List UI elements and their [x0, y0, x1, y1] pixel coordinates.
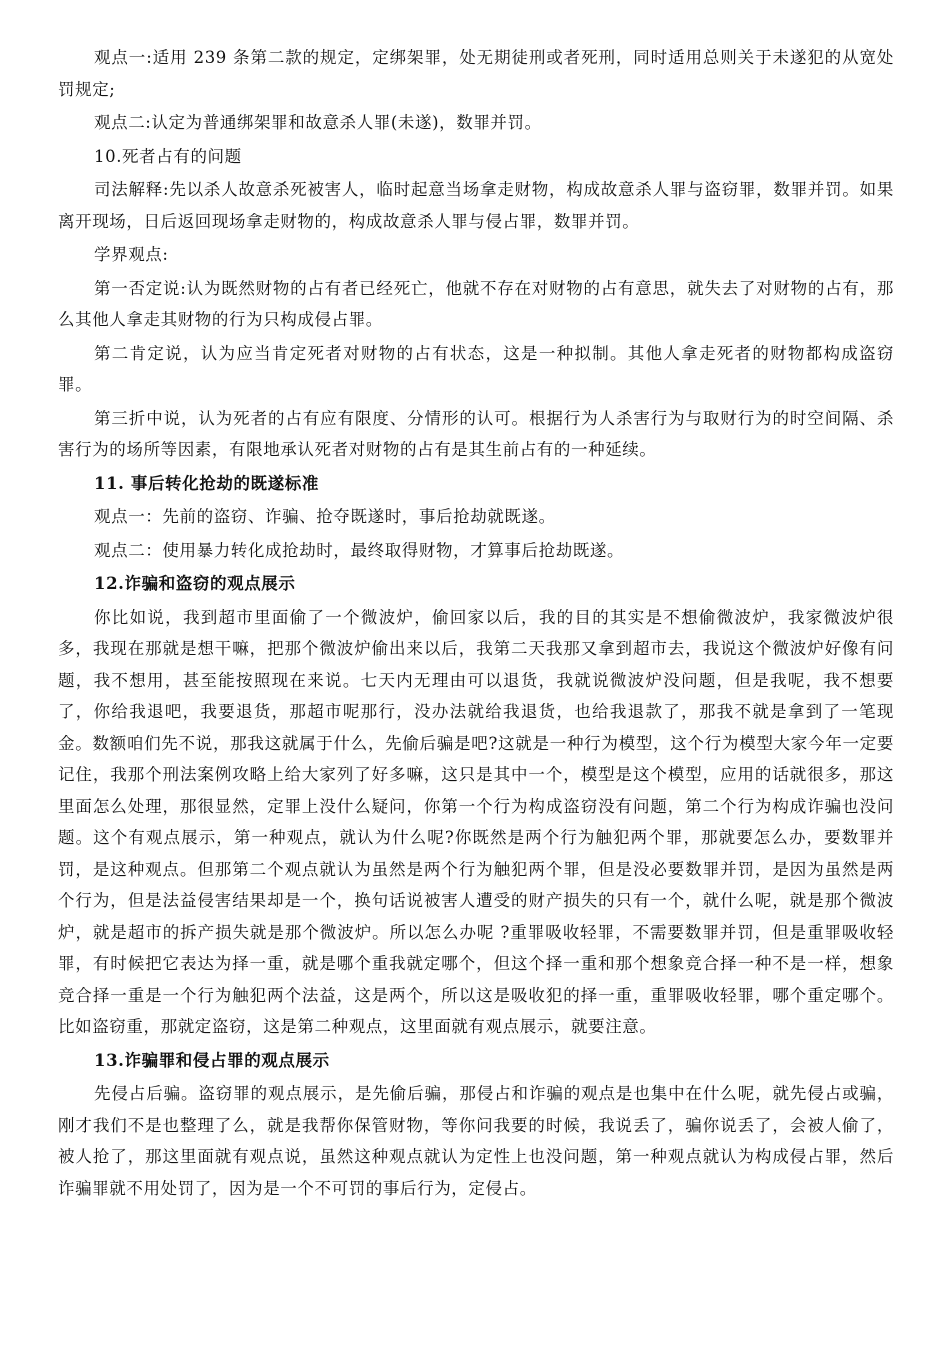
paragraph-embezzlement-fraud: 先侵占后骗。盗窃罪的观点展示，是先偷后骗，那侵占和诈骗的观点是也集中在什么呢，就先侵占或骗，刚才我们不是也整理了么，就是我帮你保管财物，等你问我要的时候，我说丢了，骗你说丢了，会被人偷了，被人抢了，那这里面就有观点说，虽然这种观点就认为定性上也没问题，第一种观点就认为构成侵占罪，然后诈骗罪就不用处罚了，因为是一个不可罚的事后行为，定侵占。 — [58, 1084, 894, 1198]
paragraph-academic-views: 学界观点: — [94, 245, 169, 264]
section-heading-13: 13.诈骗罪和侵占罪的观点展示 — [94, 1050, 330, 1070]
paragraph-negative-theory: 第一否定说:认为既然财物的占有者已经死亡，他就不存在对财物的占有意思，就失去了对财物的占有，那么其他人拿走其财物的行为只构成侵占罪。 — [58, 278, 894, 329]
section-heading-12: 12.诈骗和盗窃的观点展示 — [94, 574, 296, 593]
paragraph-affirmative-theory: 第二肯定说，认为应当肯定死者对财物的占有状态，这是一种拟制。其他人拿走死者的财物都构成盗窃罪。 — [58, 343, 894, 394]
section-heading-11: 11. 事后转化抢劫的既遂标准 — [94, 473, 319, 493]
paragraph-judicial-interpretation: 司法解释:先以杀人故意杀死被害人，临时起意当场拿走财物，构成故意杀人罪与盗窃罪，数罪并罚。如果离开现场，日后返回现场拿走财物的，构成故意杀人罪与侵占罪，数罪并罚。 — [58, 180, 894, 231]
paragraph-viewpoint-1: 观点一:适用 239 条第二款的规定，定绑架罪，处无期徒刑或者死刑，同时适用总则关于未遂犯的从宽处罚规定; — [58, 48, 894, 99]
document-page — [58, 42, 894, 1206]
paragraph-viewpoint-1-robbery: 观点一：先前的盗窃、诈骗、抢夺既遂时，事后抢劫就既遂。 — [94, 507, 556, 526]
paragraph-microwave-example: 你比如说，我到超市里面偷了一个微波炉，偷回家以后，我的目的其实是不想偷微波炉，我家微波炉很多，我现在那就是想干嘛，把那个微波炉偷出来以后，我第二天我那又拿到超市去，我说这个微波炉好像有问题，我不想用，甚至能按照现在来说。七天内无理由可以退货，我就说微波炉没问题，但是我呢，我不想要了，你给我退吧，我要退货，那超市呢那行，没办法就给我退货，也给我退款了，那我不就是拿到了一笔现金。数额咱们先不说，那我这就属于什么，先偷后骗是吧?这就是一种行为模型，这个行为模型大家今年一定要记住，我那个刑法案例攻略上给大家列了好多嘛，这只是其中一个，模型是这个模型，应用的话就很多，那这里面怎么处理，那很显然，定罪上没什么疑问，你第一个行为构成盗窃没有问题，第二个行为构成诈骗也没问题。这个有观点展示，第一种观点，就认为什么呢?你既然是两个行为触犯两个罪，那就要怎么办，要数罪并罚，是这种观点。但那第二个观点就认为虽然是两个行为触犯两个罪，但是没必要数罪并罚，是因为虽然是两个行为，但是法益侵害结果却是一个，换句话说被害人遭受的财产损失的只有一个，就什么呢，就是那个微波炉，就是超市的拆产损失就是那个微波炉。所以怎么办呢 ?重罪吸收轻罪，不需要数罪并罚，但是重罪吸收轻罪，有时候把它表达为择一重，就是哪个重我就定哪个，但这个择一重和那个想象竞合择一种不是一样，想象竞合择一重是一个行为触犯两个法益，这是两个，所以这是吸收犯的择一重，重罪吸收轻罪，哪个重定哪个。比如盗窃重，那就定盗窃，这是第二种观点，这里面就有观点展示，就要注意。 — [58, 607, 894, 1036]
paragraph-compromise-theory: 第三折中说，认为死者的占有应有限度、分情形的认可。根据行为人杀害行为与取财行为的时空间隔、杀害行为的场所等因素，有限地承认死者对财物的占有是其生前占有的一种延续。 — [58, 408, 894, 459]
section-heading-10: 10.死者占有的问题 — [94, 146, 242, 166]
paragraph-viewpoint-2-robbery: 观点二：使用暴力转化成抢劫时，最终取得财物，才算事后抢劫既遂。 — [94, 540, 625, 560]
paragraph-viewpoint-2: 观点二:认定为普通绑架罪和故意杀人罪(未遂)，数罪并罚。 — [94, 113, 542, 132]
